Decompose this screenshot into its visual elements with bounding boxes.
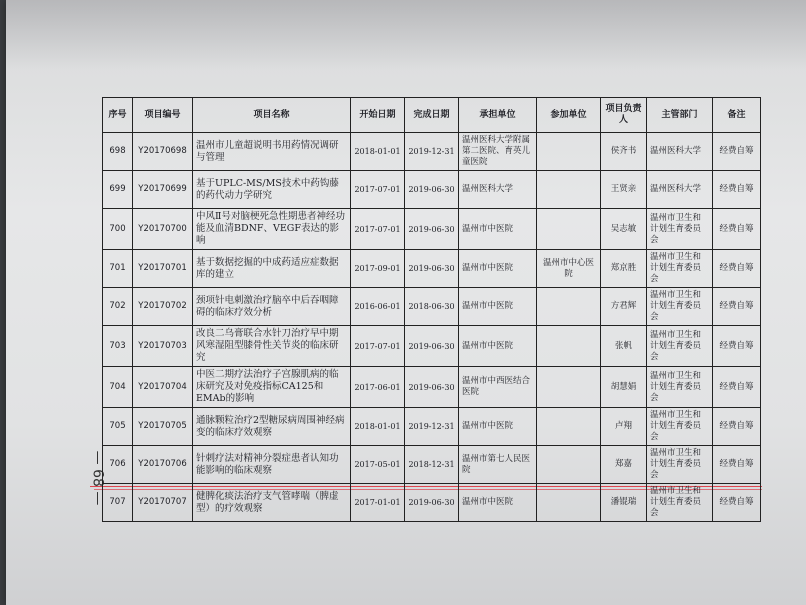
cell-end: 2019-06-30 <box>405 250 459 288</box>
cell-unit: 温州医科大学附属第二医院、育英儿童医院 <box>459 133 537 171</box>
cell-unit: 温州市中医院 <box>459 484 537 522</box>
cell-leader: 侯齐书 <box>601 133 647 171</box>
cell-leader: 胡慧娟 <box>601 367 647 408</box>
cell-end: 2019-06-30 <box>405 326 459 367</box>
cell-end: 2019-06-30 <box>405 209 459 250</box>
cell-name: 颈项针电刺激治疗脑卒中后吞咽障碍的临床疗效分析 <box>193 288 351 326</box>
cell-code: Y20170703 <box>133 326 193 367</box>
cell-partner <box>537 484 601 522</box>
cell-start: 2017-07-01 <box>351 209 405 250</box>
table-row <box>103 446 761 484</box>
page-shadow <box>6 0 806 70</box>
page-number: — 68 — <box>89 450 106 506</box>
cell-end: 2018-12-31 <box>405 446 459 484</box>
cell-partner <box>537 209 601 250</box>
cell-no: 703 <box>103 326 133 367</box>
cell-unit: 温州市第七人民医院 <box>459 446 537 484</box>
cell-code: Y20170704 <box>133 367 193 408</box>
cell-no: 707 <box>103 484 133 522</box>
table-header-row <box>103 98 761 133</box>
cell-no: 698 <box>103 133 133 171</box>
header-dept: 主管部门 <box>647 98 713 133</box>
cell-unit: 温州市中医院 <box>459 250 537 288</box>
cell-leader: 郑嘉 <box>601 446 647 484</box>
cell-unit: 温州市中医院 <box>459 288 537 326</box>
table-row <box>103 326 761 367</box>
cell-name: 中医二期疗法治疗子宫腺肌病的临床研究及对免疫指标CA125和EMAb的影响 <box>193 367 351 408</box>
cell-unit: 温州市中医院 <box>459 326 537 367</box>
cell-note: 经费自筹 <box>713 408 761 446</box>
cell-dept: 温州市卫生和计划生育委员会 <box>647 446 713 484</box>
table-body <box>103 133 761 522</box>
cell-name: 针刺疗法对精神分裂症患者认知功能影响的临床观察 <box>193 446 351 484</box>
cell-dept: 温州医科大学 <box>647 171 713 209</box>
cell-end: 2019-06-30 <box>405 171 459 209</box>
cell-end: 2019-06-30 <box>405 484 459 522</box>
cell-name: 通脉颗粒治疗2型糖尿病周围神经病变的临床疗效观察 <box>193 408 351 446</box>
table-row <box>103 133 761 171</box>
cell-leader: 吴志敏 <box>601 209 647 250</box>
cell-no: 701 <box>103 250 133 288</box>
cell-name: 基于数据挖掘的中成药适应症数据库的建立 <box>193 250 351 288</box>
header-leader: 项目负责人 <box>601 98 647 133</box>
table-row <box>103 250 761 288</box>
document-page <box>6 0 806 605</box>
header-unit: 承担单位 <box>459 98 537 133</box>
cell-name: 中风Ⅱ号对脑梗死急性期患者神经功能及血清BDNF、VEGF表达的影响 <box>193 209 351 250</box>
cell-start: 2018-01-01 <box>351 133 405 171</box>
cell-partner <box>537 367 601 408</box>
cell-name: 改良二乌膏联合水针刀治疗早中期风寒湿阻型膝骨性关节炎的临床研究 <box>193 326 351 367</box>
cell-unit: 温州市中医院 <box>459 408 537 446</box>
cell-code: Y20170705 <box>133 408 193 446</box>
cell-partner <box>537 133 601 171</box>
cell-partner <box>537 288 601 326</box>
cell-dept: 温州市卫生和计划生育委员会 <box>647 367 713 408</box>
header-name: 项目名称 <box>193 98 351 133</box>
cell-note: 经费自筹 <box>713 288 761 326</box>
table-row <box>103 209 761 250</box>
cell-note: 经费自筹 <box>713 326 761 367</box>
cell-unit: 温州市中西医结合医院 <box>459 367 537 408</box>
cell-code: Y20170701 <box>133 250 193 288</box>
cell-no: 706 <box>103 446 133 484</box>
cell-note: 经费自筹 <box>713 171 761 209</box>
cell-code: Y20170707 <box>133 484 193 522</box>
header-no: 序号 <box>103 98 133 133</box>
cell-note: 经费自筹 <box>713 250 761 288</box>
header-start: 开始日期 <box>351 98 405 133</box>
cell-end: 2018-06-30 <box>405 288 459 326</box>
cell-end: 2019-12-31 <box>405 408 459 446</box>
cell-note: 经费自筹 <box>713 484 761 522</box>
cell-dept: 温州医科大学 <box>647 133 713 171</box>
cell-start: 2017-07-01 <box>351 171 405 209</box>
cell-leader: 张帆 <box>601 326 647 367</box>
cell-start: 2017-07-01 <box>351 326 405 367</box>
cell-partner <box>537 446 601 484</box>
cell-end: 2019-06-30 <box>405 367 459 408</box>
cell-code: Y20170698 <box>133 133 193 171</box>
cell-start: 2018-01-01 <box>351 408 405 446</box>
cell-code: Y20170702 <box>133 288 193 326</box>
cell-code: Y20170699 <box>133 171 193 209</box>
project-table <box>102 97 761 522</box>
cell-dept: 温州市卫生和计划生育委员会 <box>647 209 713 250</box>
cell-start: 2017-09-01 <box>351 250 405 288</box>
cell-dept: 温州市卫生和计划生育委员会 <box>647 288 713 326</box>
cell-note: 经费自筹 <box>713 209 761 250</box>
cell-dept: 温州市卫生和计划生育委员会 <box>647 484 713 522</box>
cell-name: 基于UPLC-MS/MS技术中药钩藤的药代动力学研究 <box>193 171 351 209</box>
header-end: 完成日期 <box>405 98 459 133</box>
cell-start: 2017-05-01 <box>351 446 405 484</box>
cell-note: 经费自筹 <box>713 446 761 484</box>
cell-partner: 温州市中心医院 <box>537 250 601 288</box>
cell-no: 699 <box>103 171 133 209</box>
cell-no: 700 <box>103 209 133 250</box>
cell-no: 704 <box>103 367 133 408</box>
cell-no: 705 <box>103 408 133 446</box>
cell-name: 健脾化痰法治疗支气管哮喘（脾虚型）的疗效观察 <box>193 484 351 522</box>
cell-code: Y20170700 <box>133 209 193 250</box>
cell-dept: 温州市卫生和计划生育委员会 <box>647 326 713 367</box>
cell-partner <box>537 171 601 209</box>
header-note: 备注 <box>713 98 761 133</box>
cell-leader: 方君辉 <box>601 288 647 326</box>
table-row <box>103 408 761 446</box>
cell-leader: 郑京胜 <box>601 250 647 288</box>
project-table-wrapper <box>102 97 760 522</box>
cell-start: 2017-06-01 <box>351 367 405 408</box>
cell-code: Y20170706 <box>133 446 193 484</box>
cell-leader: 王贤亲 <box>601 171 647 209</box>
table-row <box>103 484 761 522</box>
cell-name: 温州市儿童超说明书用药情况调研与管理 <box>193 133 351 171</box>
cell-no: 702 <box>103 288 133 326</box>
cell-partner <box>537 408 601 446</box>
cell-leader: 卢翔 <box>601 408 647 446</box>
table-row <box>103 367 761 408</box>
cell-unit: 温州医科大学 <box>459 171 537 209</box>
header-code: 项目编号 <box>133 98 193 133</box>
cell-unit: 温州市中医院 <box>459 209 537 250</box>
table-row <box>103 288 761 326</box>
cell-end: 2019-12-31 <box>405 133 459 171</box>
cell-leader: 潘锟瑞 <box>601 484 647 522</box>
cell-start: 2016-06-01 <box>351 288 405 326</box>
cell-dept: 温州市卫生和计划生育委员会 <box>647 408 713 446</box>
cell-note: 经费自筹 <box>713 367 761 408</box>
cell-dept: 温州市卫生和计划生育委员会 <box>647 250 713 288</box>
header-partner: 参加单位 <box>537 98 601 133</box>
cell-note: 经费自筹 <box>713 133 761 171</box>
cell-partner <box>537 326 601 367</box>
table-row <box>103 171 761 209</box>
cell-start: 2017-01-01 <box>351 484 405 522</box>
